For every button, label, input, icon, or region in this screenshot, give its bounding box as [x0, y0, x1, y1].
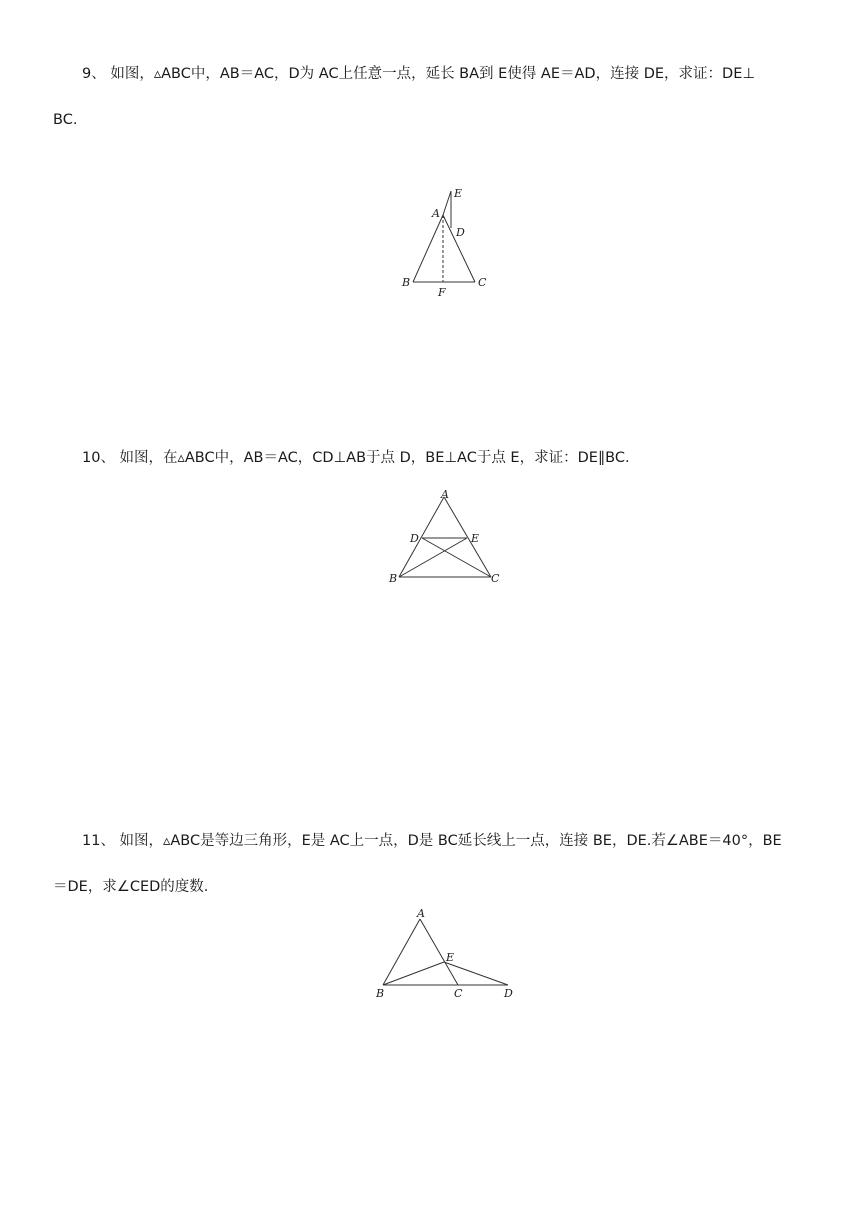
segment-AB — [413, 215, 443, 282]
label-D: D — [456, 226, 465, 239]
label-C: C — [454, 987, 463, 1000]
label-D: D — [504, 987, 513, 1000]
label-C: C — [491, 572, 500, 585]
problem-9-text-line1: 9、 如图，▵ABC中，AB＝AC，D为 AC上任意一点，延长 BA到 E使得 AE＝AD，连接 DE，求证：DE⊥ — [82, 66, 755, 82]
label-E: E — [454, 187, 463, 200]
label-E: E — [471, 532, 480, 545]
segment-AC — [444, 497, 491, 577]
segment-ED — [444, 962, 508, 985]
problem-11-text-line1: 11、 如图，▵ABC是等边三角形，E是 AC上一点，D是 BC延长线上一点，连接 BE，DE.若∠ABE＝40°，BE — [82, 833, 782, 849]
label-A: A — [417, 907, 425, 920]
label-E: E — [446, 951, 455, 964]
label-A: A — [441, 488, 449, 501]
problem-9-figure — [395, 185, 495, 300]
label-B: B — [389, 572, 398, 585]
label-D: D — [410, 532, 419, 545]
segment-AB — [383, 919, 420, 985]
label-A: A — [432, 207, 440, 220]
label-B: B — [402, 276, 411, 289]
label-C: C — [478, 276, 487, 289]
label-F: F — [438, 286, 446, 299]
segment-AB — [399, 497, 444, 577]
problem-10-figure — [385, 485, 510, 590]
problem-9-text-line2: BC. — [53, 112, 78, 128]
segment-AE — [443, 191, 451, 215]
problem-11-text-line2: ＝DE，求∠CED的度数． — [53, 879, 219, 895]
problem-10-text-line1: 10、 如图，在▵ABC中，AB＝AC，CD⊥AB于点 D，BE⊥AC于点 E，求证：DE∥BC. — [82, 450, 630, 466]
segment-BE — [383, 962, 444, 985]
label-B: B — [376, 987, 385, 1000]
problem-11-figure — [372, 905, 522, 1005]
